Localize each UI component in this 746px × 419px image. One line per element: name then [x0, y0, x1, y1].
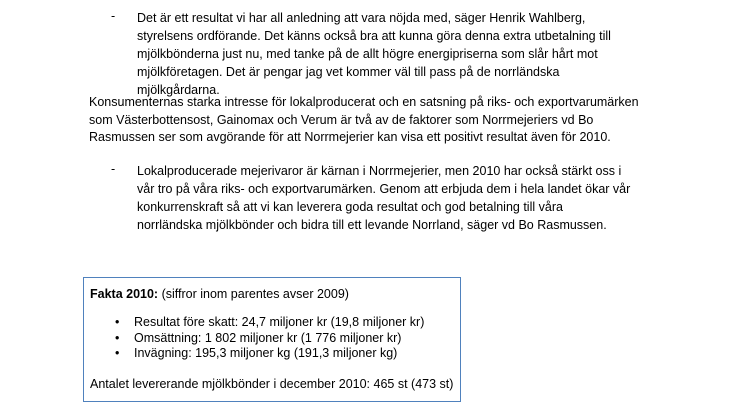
fakta-box — [83, 277, 461, 402]
quote-text: Lokalproducerade mejerivaror är kärnan i Norrmejerier, men 2010 har också stärkt oss i vår tro på våra riks- och exportvarumärken. Genom att erbjuda dem i hela landet ökar vår konkurrenskraft så att vi kan leverera goda resultat och god betalning till våra norrländska mjölkbönder och bidra till ett levande Norrland, säger vd Bo Rasmussen. — [137, 164, 631, 232]
fakta-item-resultat — [90, 315, 460, 331]
fakta-item-text: Invägning: 195,3 miljoner kg (191,3 miljoner kg) — [134, 346, 398, 360]
quote-text: Det är ett resultat vi har all anledning att vara nöjda med, säger Henrik Wahlberg, styrelsens ordförande. Det känns också bra att kunna göra denna extra utbetalning till mjölkbönderna just nu, med tanke på de allt högre energipriserna som slår hårt mot mjölkföretagen. Det är pengar jag vet kommer väl till pass på de norrländska mjölkgårdarna. — [137, 11, 611, 97]
fakta-title: Fakta 2010: — [90, 287, 159, 301]
dash-bullet: - — [111, 162, 116, 176]
dash-bullet: - — [111, 9, 116, 23]
fakta-item-text: Omsättning: 1 802 miljoner kr (1 776 miljoner kr) — [134, 330, 402, 345]
bullet-icon: • — [115, 346, 120, 360]
quote-bo-rasmussen — [111, 162, 631, 234]
fakta-item-omsattning — [90, 331, 460, 347]
fakta-heading — [90, 286, 460, 303]
bullet-icon: • — [115, 330, 120, 345]
body-paragraph: Konsumenternas starka intresse för lokalproducerat och en satsning på riks- och exportvarumärken som Västerbottensost, Gainomax och Verum är två av de faktorer som Norrmejeriers vd Bo Rasmussen ser som avgörande för att Norrmejerier kan visa ett positivt resultat även för 2010. — [89, 95, 639, 144]
fakta-subtitle: (siffror inom parentes avser 2009) — [158, 287, 349, 301]
fakta-footer: Antalet levererande mjölkbönder i december 2010: 465 st (473 st) — [90, 376, 454, 391]
bullet-icon: • — [115, 315, 120, 329]
fakta-list — [90, 315, 460, 362]
quote-henrik-wahlberg — [111, 9, 631, 99]
fakta-item-text: Resultat före skatt: 24,7 miljoner kr (19,8 miljoner kr) — [134, 315, 425, 329]
fakta-item-invagning — [90, 346, 460, 362]
